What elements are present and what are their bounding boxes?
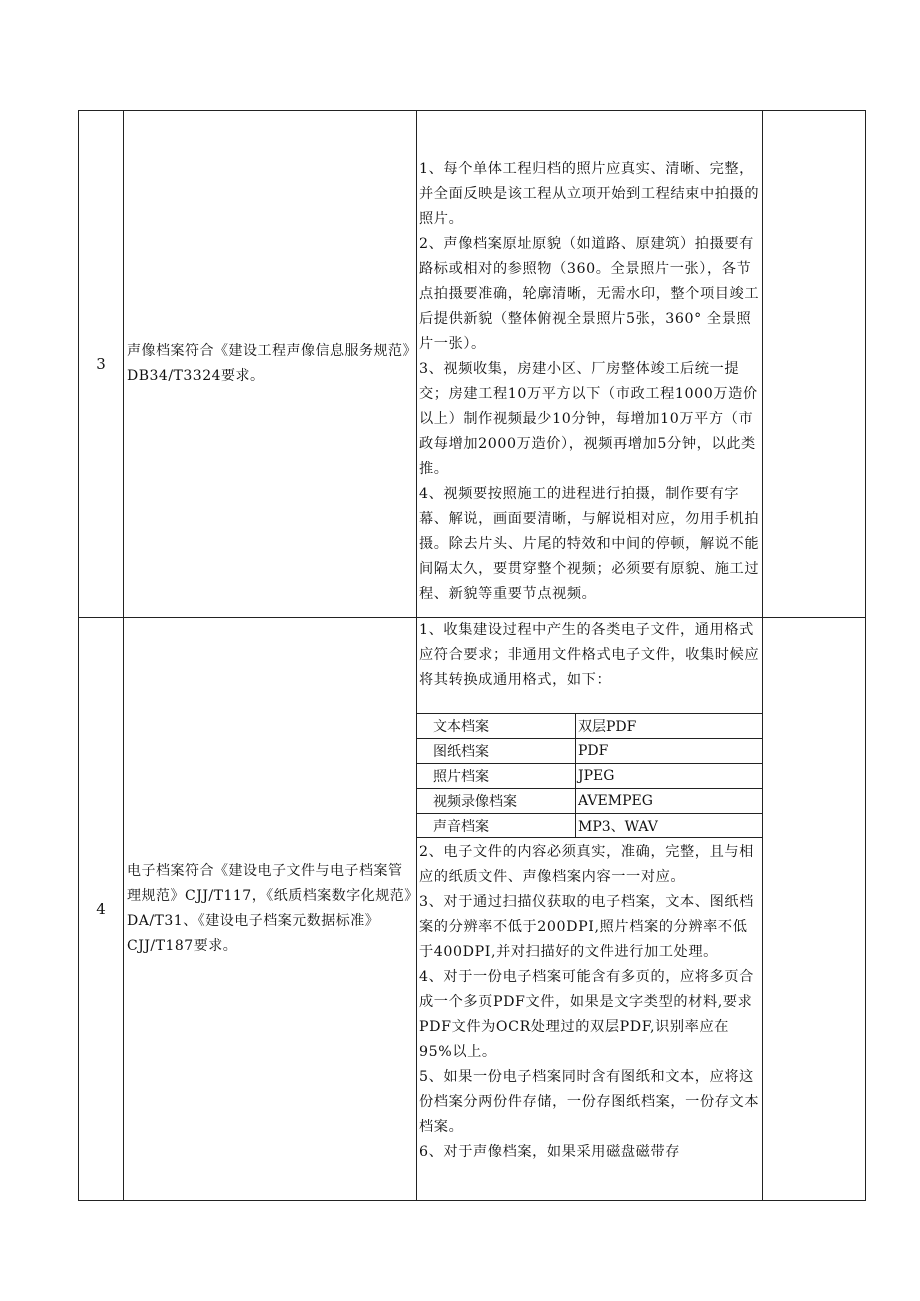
detail-paragraph: 6、对于声像档案，如果采用磁盘磁带存 xyxy=(419,1144,681,1160)
table-row xyxy=(417,738,763,763)
table-right-border xyxy=(865,110,866,1201)
format-table xyxy=(417,713,763,838)
format-type: 照片档案 xyxy=(433,769,489,785)
table-bottom-border xyxy=(78,1200,866,1201)
requirement-label: 声像档案符合《建设工程声像信息服务规范》DB34/T3324要求。 xyxy=(127,343,410,384)
requirement-text xyxy=(124,111,416,617)
detail-paragraph: 2、电子文件的内容必须真实，准确，完整，且与相应的纸质文件、声像档案内容一一对应。 xyxy=(419,844,754,885)
format-value: AVEMPEG xyxy=(575,789,763,813)
detail-paragraph: 3、对于通过扫描仪获取的电子档案，文本、图纸档案的分辨率不低于200DPI,照片档案的分辨率不低于400DPI,并对扫描好的文件进行加工处理。 xyxy=(419,894,754,960)
detail-paragraph: 5、如果一份电子档案同时含有图纸和文本，应将这份档案分两份件存储，一份存图纸档案，一份存文本档案。 xyxy=(419,1069,760,1135)
format-value: PDF xyxy=(575,739,763,763)
format-value: 双层PDF xyxy=(575,714,763,738)
format-type: 文本档案 xyxy=(433,719,489,735)
row-number: 3 xyxy=(96,355,106,373)
requirement-label: 电子档案符合《建设电子文件与电子档案管理规范》CJJ/T117，《纸质档案数字化规范》DA/T31、《建设电子档案元数据标准》CJJ/T187要求。 xyxy=(127,863,412,954)
format-type: 声音档案 xyxy=(433,818,489,835)
format-value: JPEG xyxy=(575,764,763,788)
remark-cell xyxy=(763,618,865,1200)
format-type: 图纸档案 xyxy=(433,744,489,760)
detail-paragraph: 4、对于一份电子档案可能含有多页的，应将多页合成一个多页PDF文件，如果是文字类型的材料,要求PDF文件为OCR处理过的双层PDF,识别率应在95%以上。 xyxy=(419,969,754,1060)
table-row xyxy=(417,813,763,838)
remark-cell xyxy=(763,111,865,617)
table-row xyxy=(417,763,763,788)
row-number: 4 xyxy=(96,900,106,918)
table-row xyxy=(417,713,763,738)
table-row xyxy=(417,788,763,813)
detail-paragraph: 3、视频收集，房建小区、厂房整体竣工后统一提交；房建工程10万平方以下（市政工程1000万造价以上）制作视频最少10分钟，每增加10万平方（市政每增加2000万造价），视频再增加5分钟，以此类推。 xyxy=(419,361,758,477)
details-cell xyxy=(417,840,762,1195)
requirements-table xyxy=(78,110,866,1201)
detail-paragraph: 1、每个单体工程归档的照片应真实、清晰、完整，并全面反映是该工程从立项开始到工程结束中拍摄的照片。 xyxy=(419,161,760,227)
detail-paragraph: 1、收集建设过程中产生的各类电子文件，通用格式应符合要求；非通用文件格式电子文件，收集时候应将其转换成通用格式，如下： xyxy=(419,622,760,688)
details-cell xyxy=(417,157,762,617)
detail-paragraph: 2、声像档案原址原貌（如道路、原建筑）拍摄要有路标或相对的参照物（360。全景照片一张），各节点拍摄要准确，轮廓清晰，无需水印，整个项目竣工后提供新貌（整体俯视全景照片5张，360° 全景照片一张）。 xyxy=(419,236,760,352)
format-type: 视频录像档案 xyxy=(433,794,517,810)
format-value: MP3、WAV xyxy=(575,814,763,837)
detail-paragraph: 4、视频要按照施工的进程进行拍摄，制作要有字幕、解说，画面要清晰，与解说相对应，勿用手机拍摄。除去片头、片尾的特效和中间的停顿，解说不能间隔太久，要贯穿整个视频；必须要有原貌、施工过程、新貌等重要节点视频。 xyxy=(419,486,760,602)
details-intro xyxy=(417,618,762,698)
requirement-text xyxy=(124,618,416,1200)
